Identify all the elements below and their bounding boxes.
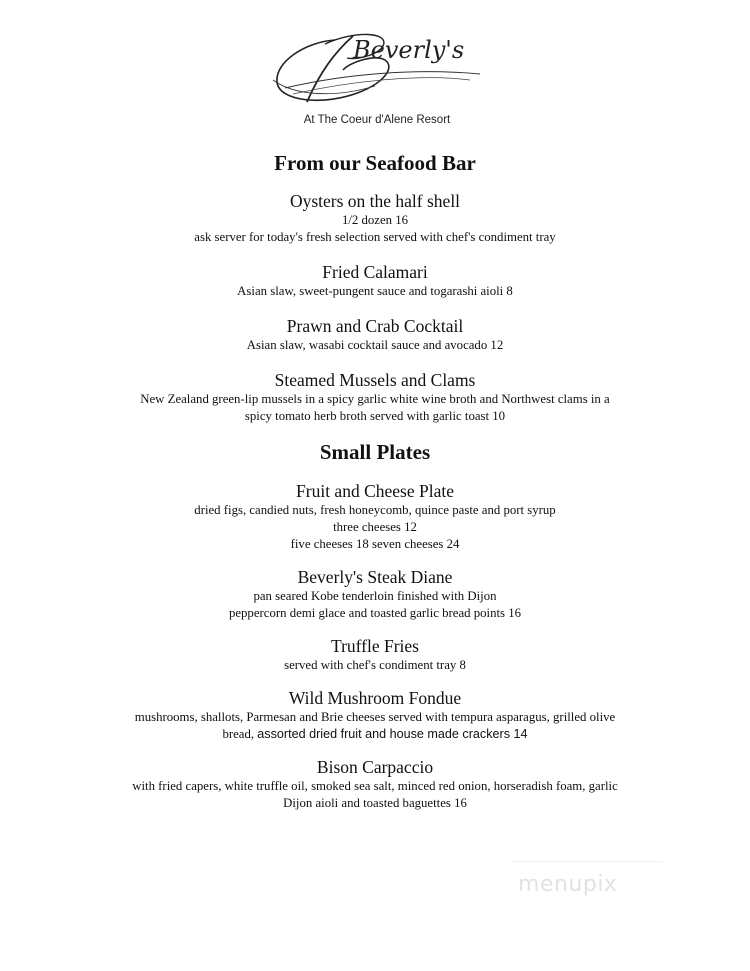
item-description: Asian slaw, sweet-pungent sauce and togarashi aioli 8 xyxy=(237,284,513,298)
menu-item-fried-calamari xyxy=(0,261,750,300)
item-description: pan seared Kobe tenderloin finished with Dijon xyxy=(253,589,497,603)
item-description: spicy tomato herb broth served with garlic toast 10 xyxy=(244,409,506,423)
item-description-sans-part: assorted dried fruit and house made crackers 14 xyxy=(257,727,528,741)
menu-item-bison-carpaccio xyxy=(0,756,750,812)
restaurant-logo xyxy=(265,22,485,132)
item-name: Fruit and Cheese Plate xyxy=(296,481,454,501)
menu-item-oysters xyxy=(0,190,750,246)
beverlys-script-logo xyxy=(265,22,485,117)
menu-content xyxy=(0,148,750,812)
item-description: 1/2 dozen 16 xyxy=(341,213,409,227)
menu-item-truffle-fries xyxy=(0,635,750,674)
section-title: Small Plates xyxy=(319,440,431,464)
item-description: dried figs, candied nuts, fresh honeycomb, quince paste and port syrup xyxy=(194,503,556,517)
item-name: Beverly's Steak Diane xyxy=(297,567,453,587)
item-description: Asian slaw, wasabi cocktail sauce and avocado 12 xyxy=(246,338,504,352)
item-description: peppercorn demi glace and toasted garlic bread points 16 xyxy=(228,606,522,620)
section-small-plates xyxy=(0,437,750,812)
item-description: served with chef's condiment tray 8 xyxy=(284,658,466,672)
logo-subtitle: At The Coeur d'Alene Resort xyxy=(303,114,451,126)
item-name: Oysters on the half shell xyxy=(289,191,461,211)
menu-item-prawn-crab-cocktail xyxy=(0,315,750,354)
item-description: with fried capers, white truffle oil, smoked sea salt, minced red onion, horseradish foam, garlic xyxy=(132,779,618,793)
item-name: Truffle Fries xyxy=(331,636,419,656)
watermark-divider xyxy=(512,861,662,862)
item-name: Prawn and Crab Cocktail xyxy=(286,316,464,336)
item-name: Wild Mushroom Fondue xyxy=(288,688,462,708)
menu-item-mushroom-fondue xyxy=(0,687,750,743)
item-description-serif-part: bread, xyxy=(222,727,258,741)
item-name: Steamed Mussels and Clams xyxy=(274,370,476,390)
logo-script-text: Beverly's xyxy=(353,36,465,64)
item-description: mushrooms, shallots, Parmesan and Brie cheeses served with tempura asparagus, grilled olive xyxy=(134,710,616,724)
item-description: Dijon aioli and toasted baguettes 16 xyxy=(283,796,467,810)
section-seafood-bar xyxy=(0,148,750,425)
item-description: three cheeses 12 xyxy=(333,520,417,534)
menu-item-mussels-clams xyxy=(0,369,750,425)
item-description: New Zealand green-lip mussels in a spicy garlic white wine broth and Northwest clams in a xyxy=(140,392,610,406)
item-description: ask server for today's fresh selection served with chef's condiment tray xyxy=(194,230,556,244)
menu-item-steak-diane xyxy=(0,566,750,622)
menupix-watermark: menupix xyxy=(518,872,618,897)
item-description: five cheeses 18 seven cheeses 24 xyxy=(290,537,460,551)
menu-item-fruit-cheese xyxy=(0,480,750,553)
item-name: Fried Calamari xyxy=(322,262,428,282)
item-description-mixed xyxy=(0,726,750,743)
section-title: From our Seafood Bar xyxy=(274,151,476,175)
item-name: Bison Carpaccio xyxy=(316,757,434,777)
